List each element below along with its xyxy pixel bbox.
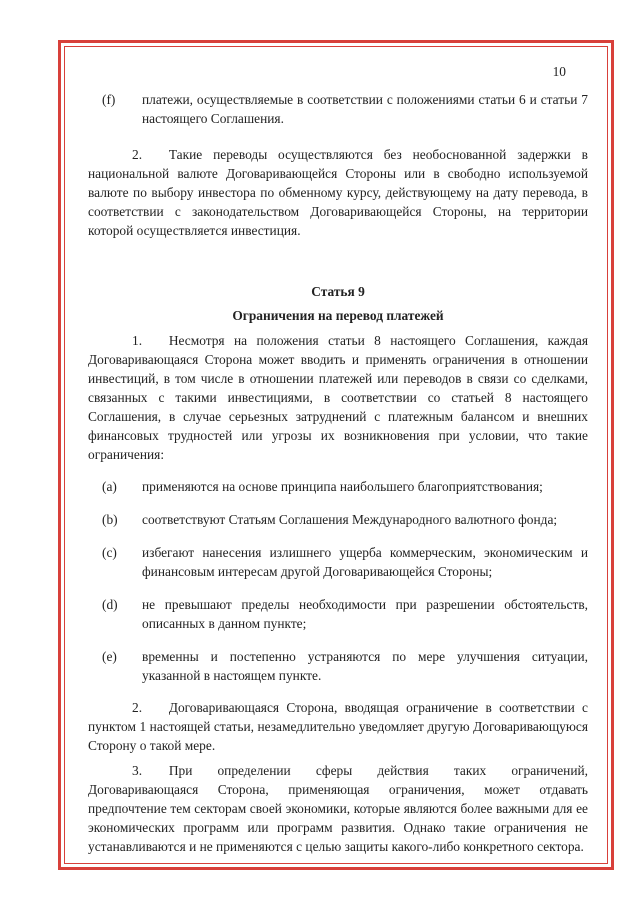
- list-item-label: (e): [102, 649, 117, 664]
- paragraph-1: 1. Несмотря на положения статьи 8 настоящего Соглашения, каждая Договаривающаяся Сторона может вводить и применять ограничения в отношении инвестиций, в том числе в отношении платежей или переводов в связи со сделками, связанных с такими инвестициями, в соответствии со статьей 8 настоящего Соглашения, в случае серьезных затруднений с платежным балансом и внешних финансовых трудностей или угрозы их возникновения при условии, что такие ограничения:: [88, 333, 588, 462]
- list-item-text: избегают нанесения излишнего ущерба коммерческим, экономическим и финансовым интересам другой Договаривающейся Стороны;: [142, 545, 588, 579]
- list-item-a: [88, 477, 588, 496]
- article-number: Статья 9: [311, 284, 365, 299]
- list-item-label: (a): [102, 479, 117, 494]
- paragraph-2: 2. Договаривающаяся Сторона, вводящая ограничение в соответствии с пунктом 1 настоящей статьи, незамедлительно уведомляет другую Договаривающуюся Сторону о такой мере.: [88, 700, 588, 753]
- list-item-text: временны и постепенно устраняются по мере улучшения ситуации, указанной в настоящем пункте.: [142, 649, 588, 683]
- list-item-label: (f): [102, 92, 116, 107]
- list-item-text: применяются на основе принципа наибольшего благоприятствования;: [142, 479, 543, 494]
- list-item-c: [88, 543, 588, 581]
- list-item-text: соответствуют Статьям Соглашения Международного валютного фонда;: [142, 512, 558, 527]
- list-item-d: [88, 595, 588, 633]
- list-item-b: [88, 510, 588, 529]
- list-item-label: (d): [102, 597, 118, 612]
- list-item-label: (c): [102, 545, 117, 560]
- article-title: Ограничения на перевод платежей: [232, 308, 444, 323]
- list-item-text: платежи, осуществляемые в соответствии с положениями статьи 6 и статьи 7 настоящего Соглашения.: [142, 92, 588, 126]
- list-item-label: (b): [102, 512, 118, 527]
- paragraph-3: 3. При определении сферы действия таких ограничений, Договаривающаяся Сторона, применяющая ограничения, может отдавать предпочтение тем секторам своей экономики, которые являются более важными для ее экономических программ или программ развития. Однако такие ограничения не устанавливаются и не применяются с целью защиты какого-либо конкретного сектора.: [88, 763, 588, 854]
- document-body: [88, 58, 588, 856]
- list-item-f: [88, 90, 588, 128]
- list-item-text: не превышают пределы необходимости при разрешении обстоятельств, описанных в данном пункте;: [142, 597, 588, 631]
- list-item-e: [88, 647, 588, 685]
- paragraph-2-transfers: 2. Такие переводы осуществляются без необоснованной задержки в национальной валюте Договаривающейся Стороны или в свободно используемой валюте по выбору инвестора по обменному курсу, действующему на дату перевода, в соответствии с законодательством Договаривающейся Стороны, на территории которой осуществляется инвестиция.: [88, 147, 588, 238]
- page-number: 10: [552, 64, 566, 79]
